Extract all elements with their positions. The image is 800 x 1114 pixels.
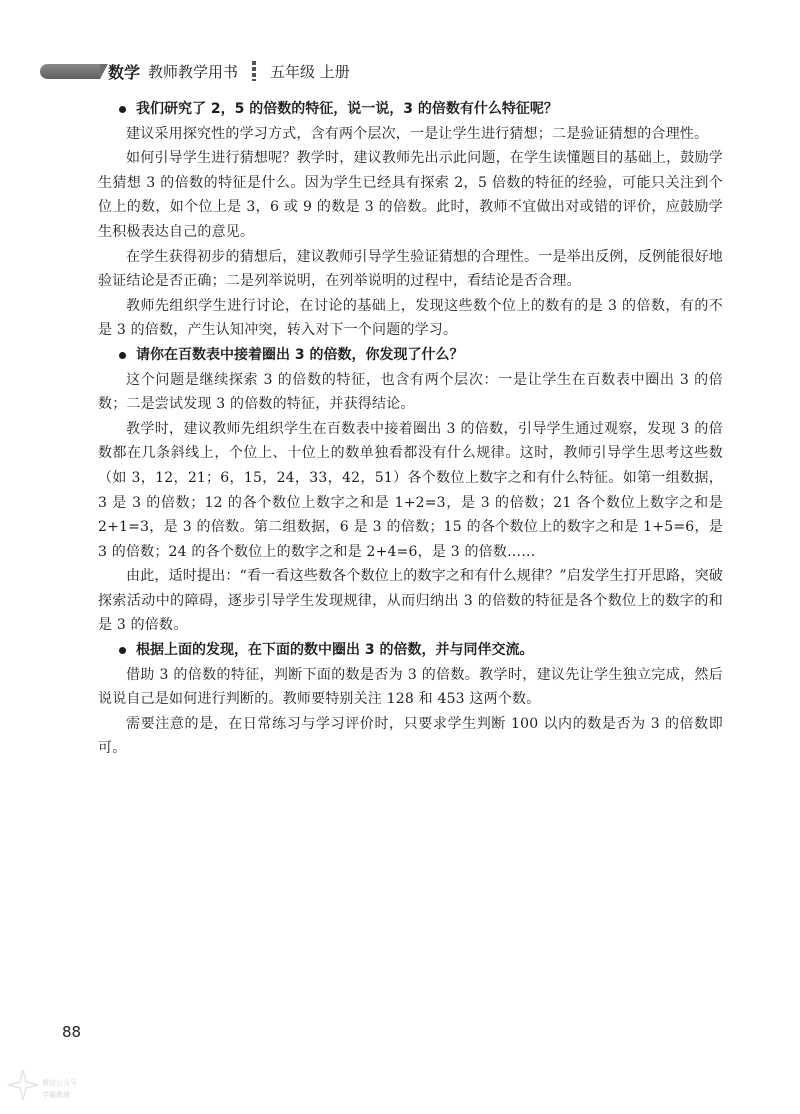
paragraph: 需要注意的是，在日常练习与学习评价时，只要求学生判断 100 以内的数是否为 3 的倍数即可。 [98, 715, 723, 757]
section-heading: 请你在百数表中接着圈出 3 的倍数，你发现了什么？ [98, 343, 723, 368]
paragraph: 教师先组织学生进行讨论，在讨论的基础上，发现这些数个位上的数有的是 3 的倍数，有的不是 3 的倍数，产生认知冲突，转入对下一个问题的学习。 [98, 297, 723, 339]
watermark-star-icon [6, 1068, 40, 1102]
paragraph: 在学生获得初步的猜想后，建议教师引导学生验证猜想的合理性。一是举出反例，反例能很好地验证结论是否正确；二是列举说明，在列举说明的过程中，看结论是否合理。 [98, 248, 723, 290]
header-grade: 五年级 上册 [270, 62, 350, 81]
section-heading: 我们研究了 2，5 的倍数的特征，说一说，3 的倍数有什么特征呢？ [98, 97, 723, 122]
bullet-icon [119, 352, 126, 359]
page-number: 88 [62, 1023, 82, 1041]
watermark [6, 1068, 116, 1108]
section-heading: 根据上面的发现，在下面的数中圈出 3 的倍数，并与同伴交流。 [98, 638, 723, 663]
header-tab-decoration [40, 64, 100, 79]
bullet-icon [119, 647, 126, 654]
bullet-icon [119, 106, 126, 113]
paragraph: 借助 3 的倍数的特征，判断下面的数是否为 3 的倍数。教学时，建议先让学生独立完成，然后说说自己是如何进行判断的。教师要特别关注 128 和 453 这两个数。 [98, 666, 723, 708]
paragraph: 教学时，建议教师先组织学生在百数表中接着圈出 3 的倍数，引导学生通过观察，发现 3 的倍数都在几条斜线上，个位上、十位上的数单独看都没有什么规律。这时，教师引导学生思考这些数（如 3，12，21；6，15，24，33，42，51）各个数位上数字之和有什么特征。如第一组数据，3 是 3 的倍数；12 的各个数位上数字之和是 1+2=3，是 3 的倍数；21 各个数位上数字之和是 2+1=3，是 3 的倍数。第二组数据，6 是 3 的倍数；15 的各个数位上的数字之和是 1+5=6，是 3 的倍数；24 的各个数位上的数字之和是 2+4=6，是 3 的倍数…… [98, 420, 723, 560]
running-header [108, 59, 350, 83]
paragraph: 这个问题是继续探索 3 的倍数的特征，也含有两个层次：一是让学生在百数表中圈出 3 的倍数；二是尝试发现 3 的倍数的特征，并获得结论。 [98, 371, 723, 413]
page-content [98, 97, 723, 761]
header-book-title: 教师教学用书 [148, 62, 239, 81]
header-subject: 数学 [108, 62, 141, 82]
paragraph: 如何引导学生进行猜想呢？教学时，建议教师先出示此问题，在学生读懂题目的基础上，鼓励学生猜想 3 的倍数的特征是什么。因为学生已经具有探索 2，5 倍数的特征的经验，可能只关注到个位上的数，如个位上是 3，6 或 9 的数是 3 的倍数。此时，教师不宜做出对或错的评价，应鼓励学生积极表达自己的意见。 [98, 150, 723, 240]
watermark-line1: 微信公众号 [42, 1079, 77, 1087]
header-separator [252, 61, 256, 81]
watermark-line2: 学霸教辅 [42, 1091, 70, 1099]
paragraph: 建议采用探究性的学习方式，含有两个层次，一是让学生进行猜想；二是验证猜想的合理性。 [126, 125, 709, 142]
paragraph: 由此，适时提出：“看一看这些数各个数位上的数字之和有什么规律？”启发学生打开思路，突破探索活动中的障碍，逐步引导学生发现规律，从而归纳出 3 的倍数的特征是各个数位上的数字的和是 3 的倍数。 [98, 568, 723, 634]
